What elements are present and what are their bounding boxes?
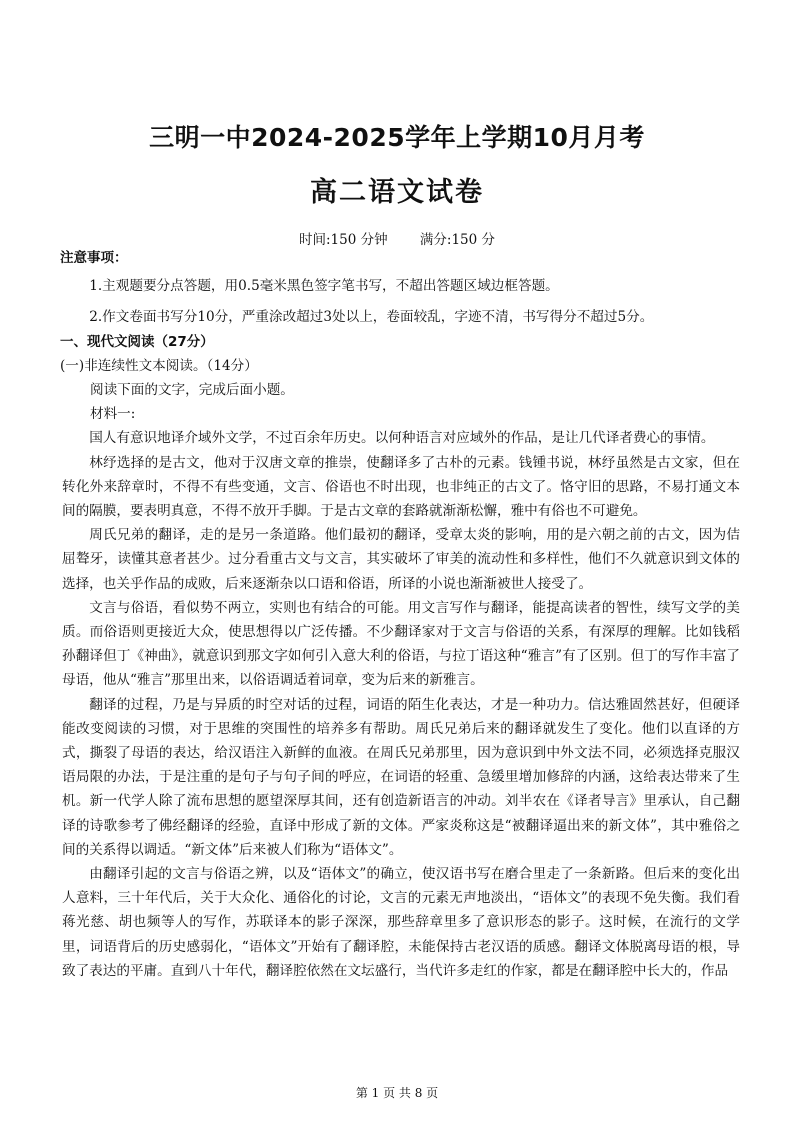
page-number: 第 1 页 共 8 页: [355, 1086, 439, 1100]
paragraph: 周氏兄弟的翻译，走的是另一条道路。他们最初的翻译，受章太炎的影响，用的是六朝之前的古文，因为佶屈聱牙，读懂其意者甚少。过分看重古文与文言，其实破坏了审美的流动性和多样性，他们不久就意识到文体的选择，也关乎作品的成败，后来逐渐杂以口语和俗语，所译的小说也渐渐被世人接受了。: [62, 527, 740, 592]
exam-body: [62, 246, 740, 983]
section-title: 一、现代文阅读（27分）: [60, 333, 214, 350]
section-subtitle: (一)非连续性文本阅读。（14分）: [60, 357, 258, 374]
paragraph: 林纾选择的是古文，他对于汉唐文章的推崇，使翻译多了古朴的元素。钱锺书说，林纾虽然是古文家，但在转化外来辞章时，不得不有些变通，文言、俗语也不时出现，也非纯正的古文了。恪守旧的思路，不易打通文本间的隔膜，要表明真意，不得不放开手脚。于是古文章的套路就渐渐松懈，雅中有俗也不可避免。: [62, 454, 740, 520]
exam-meta: [0, 228, 794, 248]
paragraph: 国人有意识地译介域外文学，不过百余年历史。以何种语言对应域外的作品，是让几代译者费心的事情。: [89, 430, 715, 447]
paragraph: 文言与俗语，看似势不两立，实则也有结合的可能。用文言写作与翻译，能提高读者的智性，续写文学的美质。而俗语则更接近大众，使思想得以广泛传播。不少翻译家对于文言与俗语的关系，有深厚的理解。比如钱稻孙翻译但丁《神曲》，就意识到那文字如何引入意大利的俗语，与拉丁语这种“雅言”有了区别。但丁的写作丰富了母语，他从“雅言”那里出来，以俗语调适着词章，变为后来的新雅言。: [62, 599, 740, 689]
notice-item-1: 1.主观题要分点答题，用0.5毫米黑色签字笔书写，不超出答题区域边框答题。: [89, 278, 559, 295]
notice-heading: 注意事项：: [60, 250, 128, 266]
material-label: 材料一:: [90, 406, 136, 423]
paragraph: 由翻译引起的文言与俗语之辨，以及“语体文”的确立，使汉语书写在磨合里走了一条新路。但后来的变化出人意料，三十年代后，关于大众化、通俗化的讨论，文言的元素无声地淡出，“语体文”的表现不免失衡。我们看蒋光慈、胡也频等人的写作，苏联译本的影子深深，那些辞章里多了意识形态的影子。这时候，在流行的文学里，词语背后的历史感弱化，“语体文”开始有了翻译腔，未能保持古老汉语的质感。翻译文体脱离母语的根，导致了表达的平庸。直到八十年代，翻译腔依然在文坛盛行，当代许多走红的作家，都是在翻译腔中长大的，作品: [62, 866, 740, 979]
section-instruction: 阅读下面的文字，完成后面小题。: [90, 382, 294, 399]
paragraph: 翻译的过程，乃是与异质的时空对话的过程，词语的陌生化表达，才是一种功力。信达雅固然甚好，但硬译能改变阅读的习惯，对于思维的突围性的培养多有帮助。周氏兄弟后来的翻译就发生了变化。他们以直译的方式，撕裂了母语的表达，给汉语注入新鲜的血液。在周氏兄弟那里，因为意识到中外文法不同，必须选择克服汉语局限的办法，于是注重的是句子与句子间的呼应，在词语的轻重、急缓里增加修辞的内涵，这给表达带来了生机。新一代学人除了流布思想的愿望深厚其间，还有创造新语言的冲动。刘半农在《译者导言》里承认，自己翻译的诗歌参考了佛经翻译的经验，直译中形成了新的文体。严家炎称这是“被翻译逼出来的新文体”，其中雅俗之间的关系得以调适。“新文体”后来被人们称为“语体文”。: [62, 696, 740, 858]
exam-title: 三明一中2024-2025学年上学期10月月考: [149, 123, 645, 152]
exam-score: 满分:150 分: [419, 232, 495, 248]
notice-item-2: 2.作文卷面书写分10分，严重涂改超过3处以上，卷面较乱，字迹不清，书写得分不超过5分。: [89, 309, 654, 326]
exam-subtitle: 高二语文试卷: [310, 177, 484, 208]
exam-time: 时间:150 分钟: [298, 232, 388, 248]
